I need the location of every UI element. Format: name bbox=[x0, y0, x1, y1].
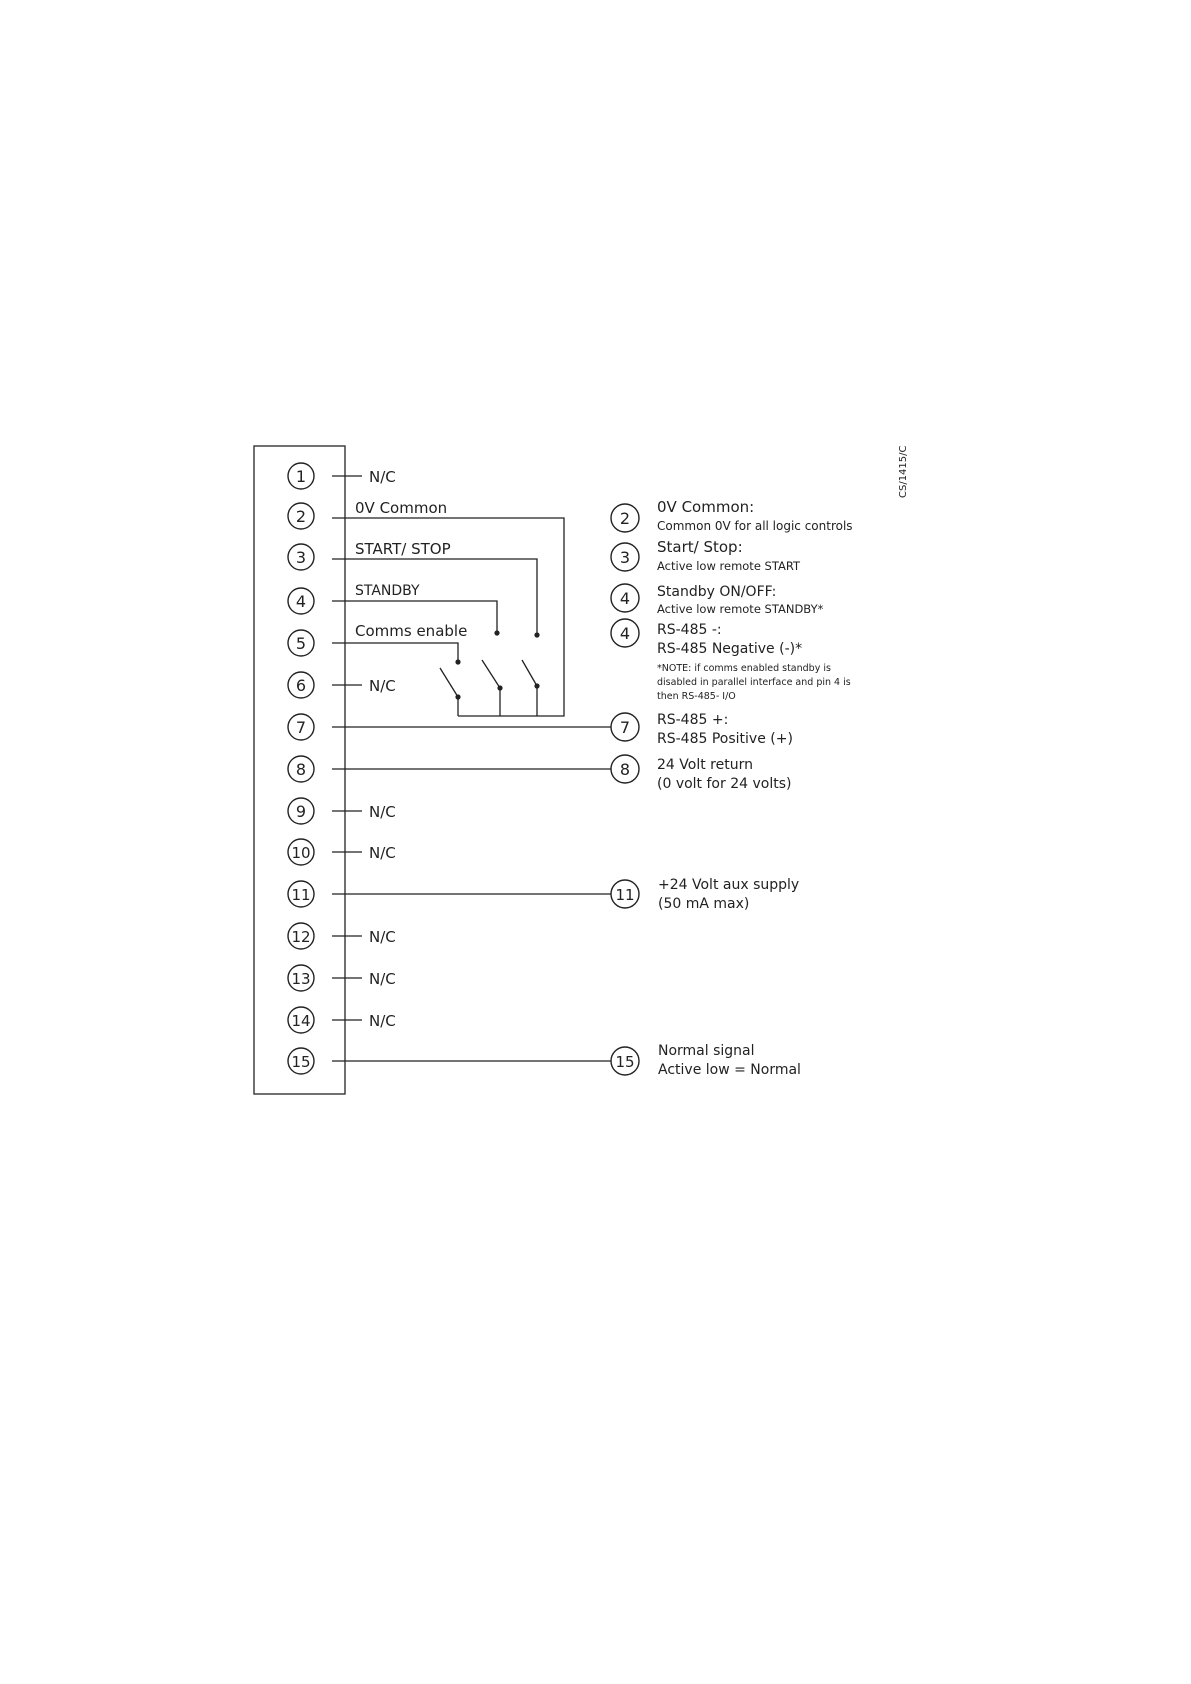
desc-11-text: (50 mA max) bbox=[658, 896, 750, 912]
left-pin-6 bbox=[288, 672, 314, 698]
svg-text:7: 7 bbox=[619, 718, 631, 737]
left-pin-12-label: N/C bbox=[369, 928, 396, 946]
note-line-2: disabled in parallel interface and pin 4 is bbox=[657, 677, 851, 688]
right-pin-11 bbox=[611, 880, 639, 908]
desc-15-text: Active low = Normal bbox=[658, 1062, 801, 1078]
svg-text:2: 2 bbox=[295, 507, 307, 526]
svg-text:15: 15 bbox=[291, 1053, 311, 1071]
right-pin-8 bbox=[611, 755, 639, 783]
left-pin-6-label: N/C bbox=[369, 677, 396, 695]
svg-text:7: 7 bbox=[295, 718, 307, 737]
svg-text:5: 5 bbox=[295, 634, 307, 653]
desc-2-title: 0V Common: bbox=[657, 498, 755, 516]
desc-2-text: Common 0V for all logic controls bbox=[657, 519, 853, 533]
left-pin-12 bbox=[288, 923, 314, 949]
left-pin-5 bbox=[288, 630, 314, 656]
diagram-reference: CS/1415/C bbox=[898, 445, 909, 498]
desc-3-title: Start/ Stop: bbox=[657, 538, 743, 556]
left-pin-2 bbox=[288, 503, 314, 529]
desc-15-title: Normal signal bbox=[658, 1043, 755, 1059]
left-pin-11 bbox=[288, 881, 314, 907]
long-wires bbox=[332, 727, 611, 1061]
desc-4b-text: RS-485 Negative (-)* bbox=[657, 641, 803, 657]
svg-text:8: 8 bbox=[619, 760, 631, 779]
left-pin-13 bbox=[288, 965, 314, 991]
svg-text:14: 14 bbox=[291, 1012, 311, 1030]
left-pin-4-label: STANDBY bbox=[355, 583, 420, 599]
left-pin-1 bbox=[288, 463, 314, 489]
left-pin-9-label: N/C bbox=[369, 803, 396, 821]
left-pin-10-label: N/C bbox=[369, 844, 396, 862]
right-pin-4b bbox=[611, 619, 639, 647]
svg-text:12: 12 bbox=[291, 928, 311, 946]
desc-4b-title: RS-485 -: bbox=[657, 622, 722, 638]
svg-text:10: 10 bbox=[291, 844, 311, 862]
desc-7-text: RS-485 Positive (+) bbox=[657, 731, 793, 747]
desc-4a-title: Standby ON/OFF: bbox=[657, 584, 777, 600]
left-pin-14-label: N/C bbox=[369, 1012, 396, 1030]
left-pin-4 bbox=[288, 588, 314, 614]
svg-text:11: 11 bbox=[615, 886, 635, 904]
right-pin-15 bbox=[611, 1047, 639, 1075]
svg-text:15: 15 bbox=[615, 1053, 635, 1071]
left-pin-9 bbox=[288, 798, 314, 824]
svg-text:11: 11 bbox=[291, 886, 311, 904]
left-pin-3-label: START/ STOP bbox=[355, 540, 451, 558]
note-line-3: then RS-485- I/O bbox=[657, 691, 736, 702]
left-pin-14 bbox=[288, 1007, 314, 1033]
left-pin-2-label: 0V Common bbox=[355, 499, 448, 517]
svg-text:9: 9 bbox=[295, 802, 307, 821]
svg-text:4: 4 bbox=[619, 624, 631, 643]
left-pin-15 bbox=[288, 1048, 314, 1074]
svg-text:8: 8 bbox=[295, 760, 307, 779]
desc-11-title: +24 Volt aux supply bbox=[658, 877, 800, 893]
desc-7-title: RS-485 +: bbox=[657, 712, 729, 728]
left-pin-5-label: Comms enable bbox=[355, 622, 468, 640]
desc-4a-text: Active low remote STANDBY* bbox=[657, 602, 824, 616]
svg-text:4: 4 bbox=[295, 592, 307, 611]
desc-8-text: (0 volt for 24 volts) bbox=[657, 776, 792, 792]
svg-text:6: 6 bbox=[295, 676, 307, 695]
svg-text:2: 2 bbox=[619, 509, 631, 528]
right-pin-3 bbox=[611, 543, 639, 571]
right-descriptions bbox=[657, 498, 853, 1078]
left-pin-3 bbox=[288, 544, 314, 570]
left-pin-7 bbox=[288, 714, 314, 740]
left-pin-13-label: N/C bbox=[369, 970, 396, 988]
switch-contacts bbox=[455, 630, 539, 699]
desc-8-title: 24 Volt return bbox=[657, 757, 753, 773]
right-pin-7 bbox=[611, 713, 639, 741]
svg-text:13: 13 bbox=[291, 970, 311, 988]
left-pin-1-label: N/C bbox=[369, 468, 396, 486]
left-pin-8 bbox=[288, 756, 314, 782]
desc-3-text: Active low remote START bbox=[657, 559, 801, 573]
svg-text:3: 3 bbox=[619, 548, 631, 567]
right-pin-2 bbox=[611, 504, 639, 532]
svg-text:3: 3 bbox=[295, 548, 307, 567]
left-pin-10 bbox=[288, 839, 314, 865]
svg-text:4: 4 bbox=[619, 589, 631, 608]
note-line-1: *NOTE: if comms enabled standby is bbox=[657, 663, 831, 674]
svg-text:1: 1 bbox=[295, 467, 307, 486]
right-pin-4a bbox=[611, 584, 639, 612]
